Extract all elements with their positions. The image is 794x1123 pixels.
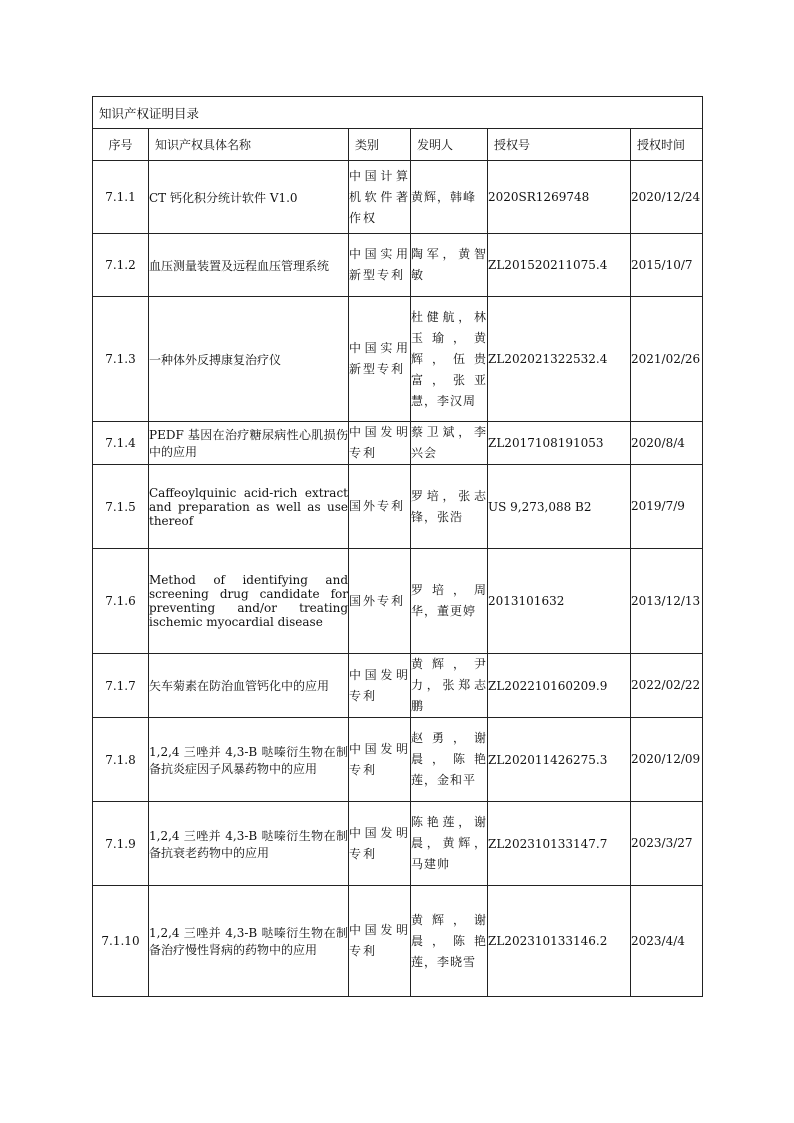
row-category: 国外专利	[349, 549, 411, 654]
row-inventor: 杜健航，林玉瑜，黄辉，伍贵富，张亚慧，李汉周	[411, 297, 488, 422]
row-grant-date: 2013/12/13	[631, 549, 703, 654]
table-row	[93, 654, 703, 718]
row-name: 1,2,4 三唑并 4,3-B 哒嗪衍生物在制备抗炎症因子风暴药物中的应用	[149, 718, 349, 802]
table-row	[93, 802, 703, 886]
table-row	[93, 297, 703, 422]
row-grant-no: ZL202310133147.7	[488, 802, 631, 886]
header-grant-date: 授权时间	[631, 129, 703, 161]
row-category: 国外专利	[349, 465, 411, 549]
row-name: PEDF 基因在治疗糖尿病性心肌损伤中的应用	[149, 422, 349, 465]
table-row	[93, 886, 703, 997]
row-grant-no: ZL202210160209.9	[488, 654, 631, 718]
row-inventor: 蔡卫斌，李兴会	[411, 422, 488, 465]
row-grant-no: ZL202310133146.2	[488, 886, 631, 997]
header-category: 类别	[349, 129, 411, 161]
row-grant-no: 2013101632	[488, 549, 631, 654]
title-row	[93, 97, 703, 129]
row-no: 7.1.8	[93, 718, 149, 802]
table-row	[93, 422, 703, 465]
row-grant-no: ZL2017108191053	[488, 422, 631, 465]
row-no: 7.1.4	[93, 422, 149, 465]
row-name: 矢车菊素在防治血管钙化中的应用	[149, 654, 349, 718]
row-grant-no: ZL201520211075.4	[488, 234, 631, 297]
row-category: 中国发明专利	[349, 802, 411, 886]
header-grant-no: 授权号	[488, 129, 631, 161]
row-category: 中国实用新型专利	[349, 297, 411, 422]
row-name: Method of identifying and screening drug candidate for preventing and/or treating ischemic myocardial disease	[149, 549, 349, 654]
row-grant-date: 2015/10/7	[631, 234, 703, 297]
row-category: 中国发明专利	[349, 422, 411, 465]
row-name: CT 钙化积分统计软件 V1.0	[149, 161, 349, 234]
row-no: 7.1.6	[93, 549, 149, 654]
row-no: 7.1.3	[93, 297, 149, 422]
row-no: 7.1.5	[93, 465, 149, 549]
header-no: 序号	[93, 129, 149, 161]
row-no: 7.1.9	[93, 802, 149, 886]
row-grant-date: 2020/8/4	[631, 422, 703, 465]
row-name: 1,2,4 三唑并 4,3-B 哒嗪衍生物在制备抗衰老药物中的应用	[149, 802, 349, 886]
row-category: 中国发明专利	[349, 654, 411, 718]
row-inventor: 陈艳莲，谢晨，黄辉，马建帅	[411, 802, 488, 886]
row-name: 1,2,4 三唑并 4,3-B 哒嗪衍生物在制备治疗慢性肾病的药物中的应用	[149, 886, 349, 997]
row-inventor: 罗培，张志锋，张浩	[411, 465, 488, 549]
table-row	[93, 465, 703, 549]
row-inventor: 罗培，周华，董更婷	[411, 549, 488, 654]
row-no: 7.1.1	[93, 161, 149, 234]
row-grant-date: 2022/02/22	[631, 654, 703, 718]
row-name: Caffeoylquinic acid-rich extract and preparation as well as use thereof	[149, 465, 349, 549]
header-row	[93, 129, 703, 161]
row-no: 7.1.10	[93, 886, 149, 997]
row-name: 血压测量装置及远程血压管理系统	[149, 234, 349, 297]
row-name: 一种体外反搏康复治疗仪	[149, 297, 349, 422]
row-category: 中国计算机软件著作权	[349, 161, 411, 234]
row-inventor: 黄辉，韩峰	[411, 161, 488, 234]
header-name: 知识产权具体名称	[149, 129, 349, 161]
row-category: 中国发明专利	[349, 718, 411, 802]
row-category: 中国实用新型专利	[349, 234, 411, 297]
header-inventor: 发明人	[411, 129, 488, 161]
row-grant-no: ZL202021322532.4	[488, 297, 631, 422]
row-no: 7.1.7	[93, 654, 149, 718]
table-row	[93, 234, 703, 297]
row-inventor: 黄辉，谢晨，陈艳莲，李晓雪	[411, 886, 488, 997]
row-grant-date: 2019/7/9	[631, 465, 703, 549]
row-grant-no: 2020SR1269748	[488, 161, 631, 234]
table-title: 知识产权证明目录	[93, 97, 703, 129]
row-inventor: 黄辉，尹力，张郑志鹏	[411, 654, 488, 718]
row-inventor: 陶军，黄智敏	[411, 234, 488, 297]
table-row	[93, 718, 703, 802]
row-grant-date: 2020/12/24	[631, 161, 703, 234]
row-grant-date: 2021/02/26	[631, 297, 703, 422]
row-grant-no: ZL202011426275.3	[488, 718, 631, 802]
row-no: 7.1.2	[93, 234, 149, 297]
ip-certificate-table	[92, 96, 703, 997]
row-grant-date: 2023/4/4	[631, 886, 703, 997]
row-category: 中国发明专利	[349, 886, 411, 997]
row-grant-no: US 9,273,088 B2	[488, 465, 631, 549]
row-grant-date: 2020/12/09	[631, 718, 703, 802]
row-inventor: 赵勇，谢晨，陈艳莲，金和平	[411, 718, 488, 802]
row-grant-date: 2023/3/27	[631, 802, 703, 886]
table-row	[93, 549, 703, 654]
table-row	[93, 161, 703, 234]
